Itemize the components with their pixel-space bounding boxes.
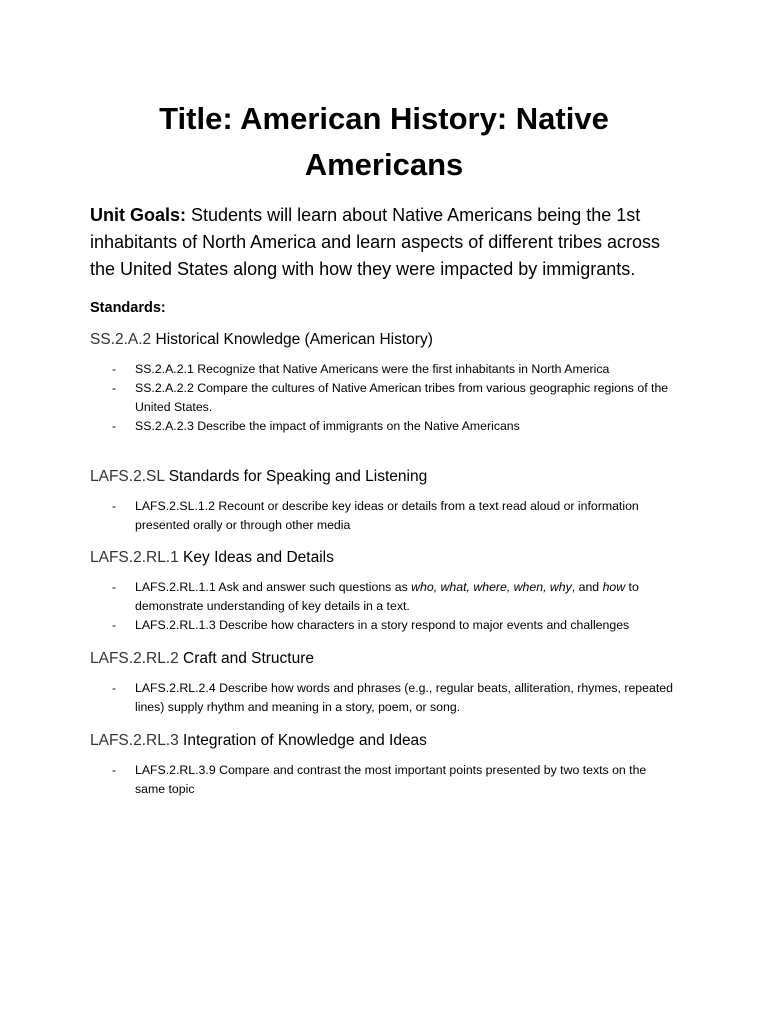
section-heading [90, 547, 678, 569]
document-title [90, 96, 678, 188]
section-heading-text: Key Ideas and Details [178, 549, 334, 566]
item-text-part: to demonstrate understanding of key details in a text. [135, 580, 639, 613]
section-code: SS.2.A.2 [90, 331, 152, 348]
section-heading [90, 730, 678, 752]
section-heading [90, 329, 678, 351]
list-item [90, 379, 678, 417]
list-item-text: LAFS.2.RL.1.3 Describe how characters in a story respond to major events and challenges [135, 618, 630, 632]
section-code: LAFS.2.SL [90, 468, 165, 485]
section-heading-text: Historical Knowledge (American History) [151, 331, 433, 348]
standard-list [90, 578, 678, 635]
standard-list [90, 360, 678, 436]
section-heading-text: Craft and Structure [178, 650, 315, 667]
list-item [90, 497, 678, 535]
list-item-text [135, 580, 639, 613]
list-item-text: LAFS.2.RL.2.4 Describe how words and phrases (e.g., regular beats, alliteration, rhymes, repeated lines) supply rhythm and meaning in a story, poem, or song. [135, 681, 673, 714]
section-code: LAFS.2.RL.1 [90, 549, 179, 566]
list-item-text: SS.2.A.2.1 Recognize that Native Americans were the first inhabitants in North America [135, 362, 610, 376]
bullet-dash: - [112, 763, 117, 777]
standard-section-lafs-2-rl-2 [90, 648, 678, 717]
list-item-text: LAFS.2.RL.3.9 Compare and contrast the most important points presented by two texts on the same topic [135, 763, 647, 796]
title-line-1: Title: American History: Native [159, 101, 609, 136]
item-italic-how: how [602, 580, 626, 594]
bullet-dash: - [112, 381, 117, 395]
list-item [90, 616, 678, 635]
section-heading [90, 648, 678, 670]
title-line-2: Americans [304, 147, 464, 182]
section-code: LAFS.2.RL.2 [90, 650, 179, 667]
standard-section-ss-2-a-2 [90, 329, 678, 436]
list-item-text: SS.2.A.2.2 Compare the cultures of Native American tribes from various geographic regions of the United States. [135, 381, 669, 414]
list-item [90, 578, 678, 616]
section-heading-text: Integration of Knowledge and Ideas [178, 732, 427, 749]
bullet-dash: - [112, 580, 117, 594]
list-item [90, 417, 678, 436]
standards-heading: Standards: [90, 300, 166, 316]
item-italic-questions: who, what, where, when, why [411, 580, 572, 594]
item-text-part: , and [571, 580, 603, 594]
standard-section-lafs-2-sl [90, 466, 678, 535]
bullet-dash: - [112, 362, 117, 376]
bullet-dash: - [112, 419, 117, 433]
section-heading-text: Standards for Speaking and Listening [164, 468, 428, 485]
list-item [90, 761, 678, 799]
unit-goals-label: Unit Goals: [90, 205, 187, 225]
unit-goals-text: Students will learn about Native Americans being the 1st inhabitants of North America and learn aspects of different tribes across the United States along with how they were impacted by immigrants. [90, 205, 660, 279]
list-item [90, 679, 678, 717]
list-item [90, 360, 678, 379]
section-code: LAFS.2.RL.3 [90, 732, 179, 749]
item-text-part: LAFS.2.RL.1.1 Ask and answer such questions as [135, 580, 412, 594]
standard-section-lafs-2-rl-3 [90, 730, 678, 799]
section-heading [90, 466, 678, 488]
standard-list [90, 679, 678, 717]
list-item-text: SS.2.A.2.3 Describe the impact of immigrants on the Native Americans [135, 419, 520, 433]
unit-goals-paragraph [90, 202, 678, 283]
bullet-dash: - [112, 681, 117, 695]
bullet-dash: - [112, 618, 117, 632]
standard-list [90, 761, 678, 799]
list-item-text: LAFS.2.SL.1.2 Recount or describe key ideas or details from a text read aloud or information presented orally or through other media [135, 499, 639, 532]
standard-section-lafs-2-rl-1 [90, 547, 678, 635]
standard-list [90, 497, 678, 535]
bullet-dash: - [112, 499, 117, 513]
